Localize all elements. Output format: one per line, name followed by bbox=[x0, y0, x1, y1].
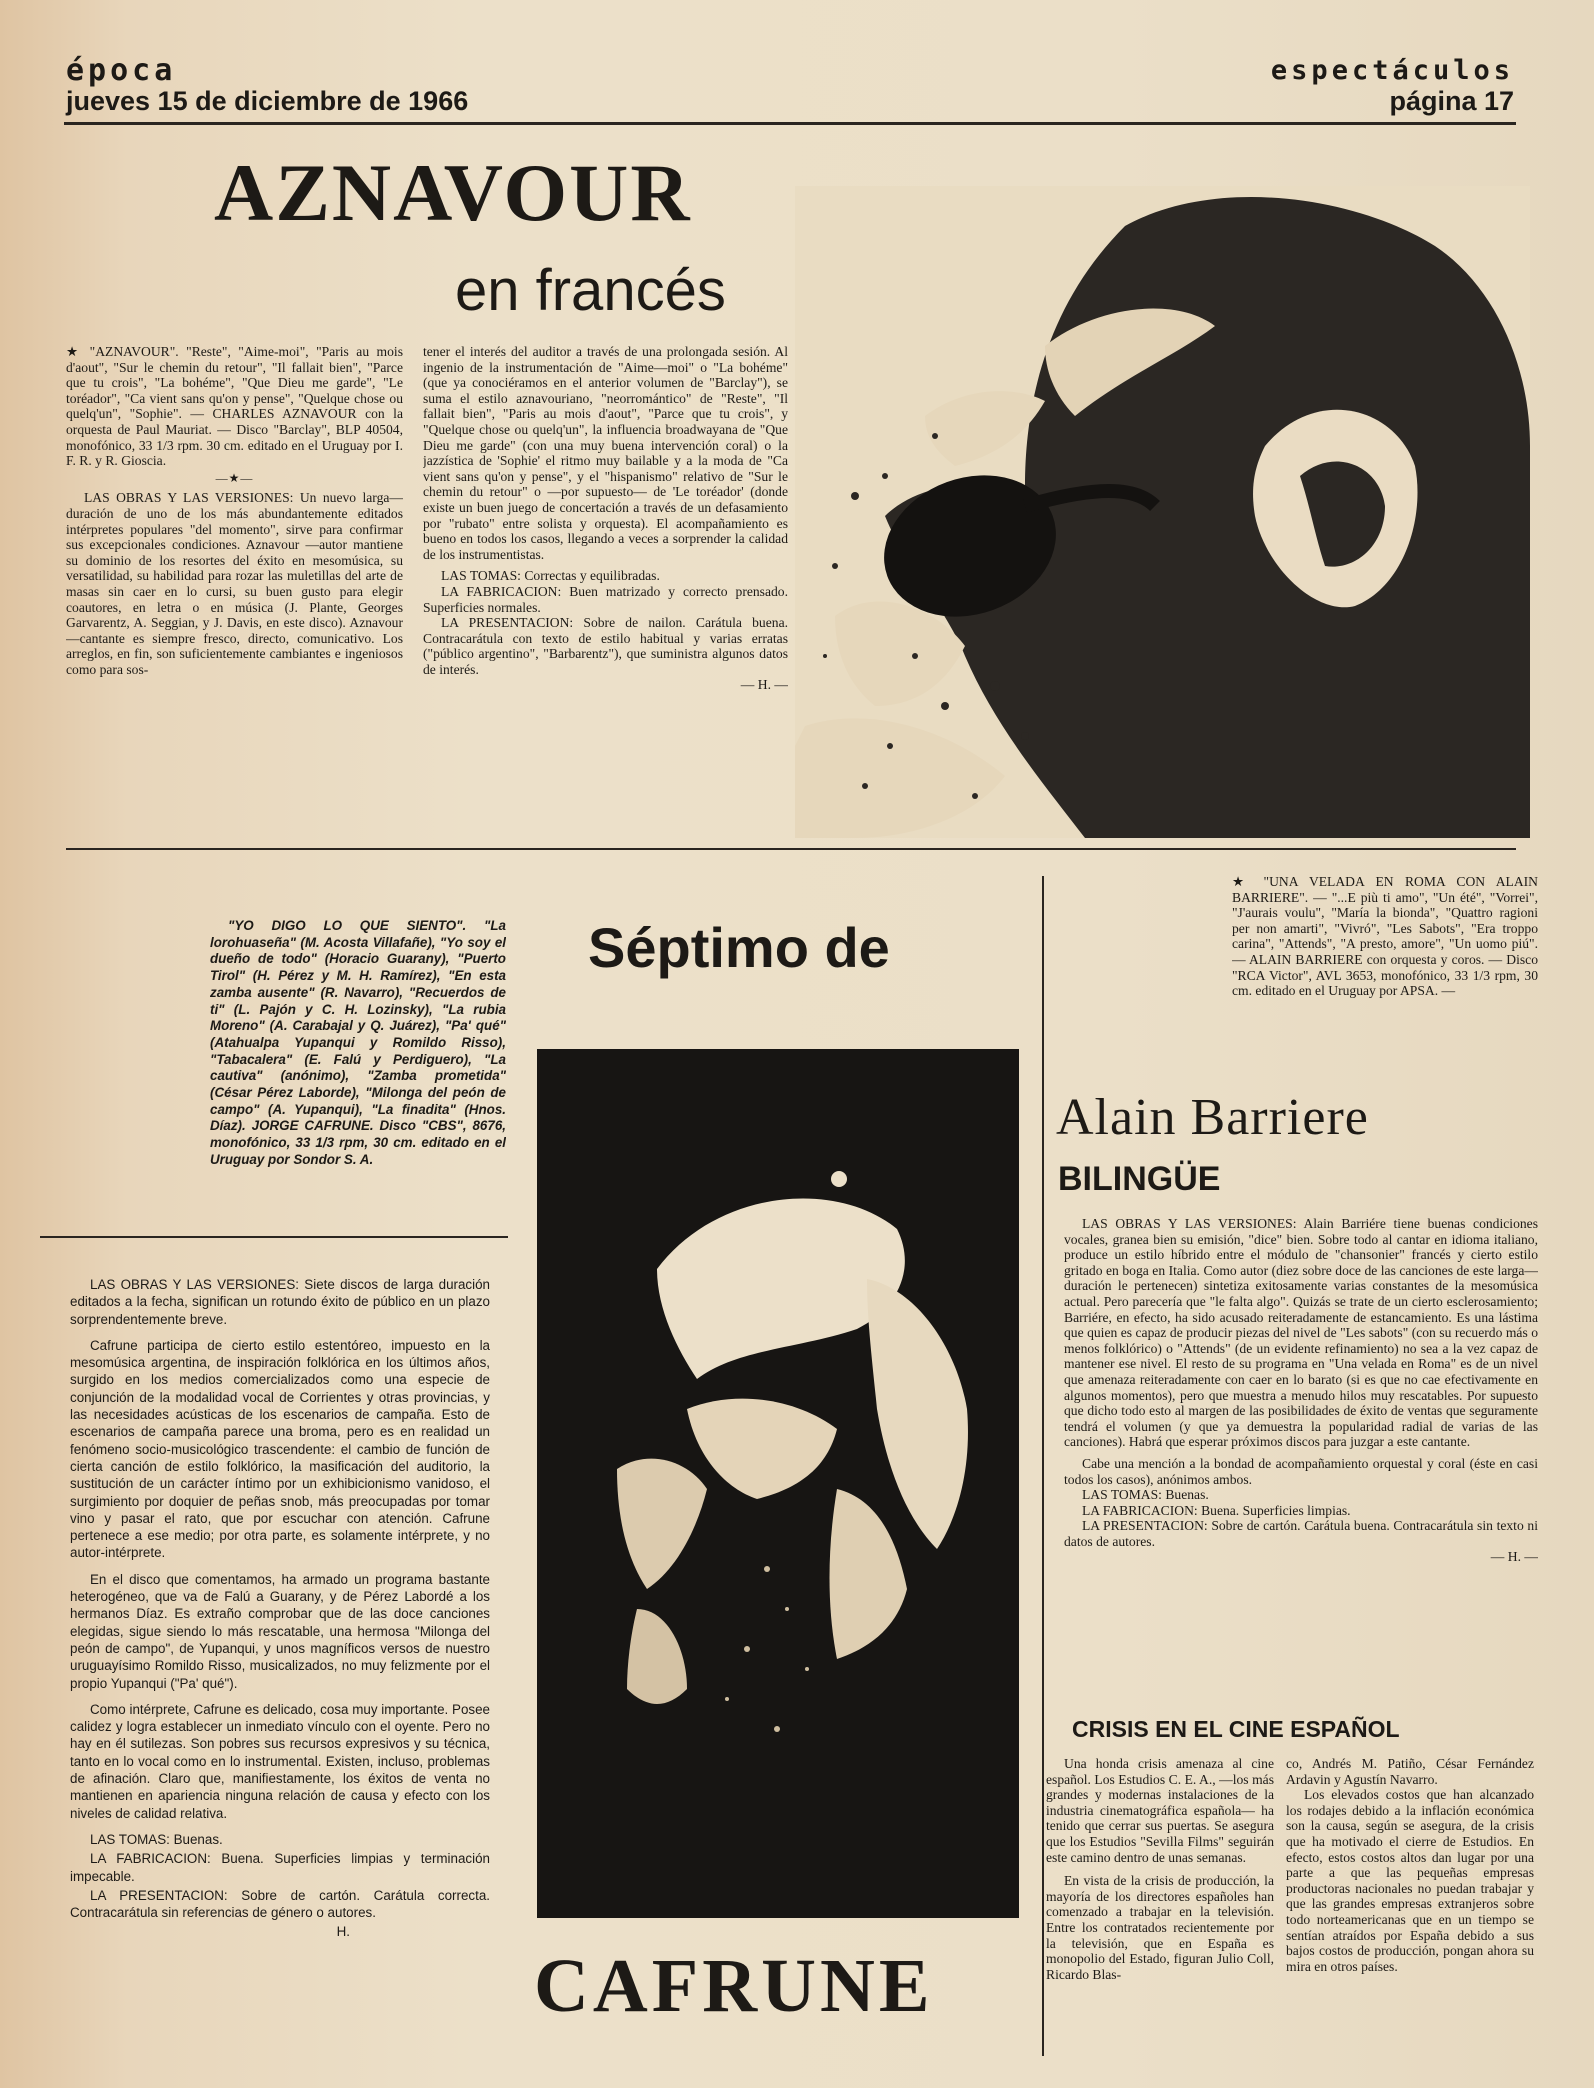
crisis-headline: CRISIS EN EL CINE ESPAÑOL bbox=[1072, 1716, 1400, 1742]
barriere-credits-text: ★ "UNA VELADA EN ROMA CON ALAIN BARRIERE". — "...E più ti amo", "Un été", "Vorrei", "J'aurais voulu", "María la bionda", "Quattro ragioni per non amarti", "Vivró", "Les Sabots", "Era troppo carina", "Attends", "A presto, amore", "Un uomo piú". — ALAIN BARRIERE con orquesta y coros. — Disco "RCA Victor", AVL 3653, monofónico, 33 1/3 rpm, 30 cm. editado en el Uruguay por APSA. — bbox=[1232, 874, 1538, 999]
aznavour-presentacion: LA PRESENTACION: Sobre de nailon. Carátula buena. Contracarátula con texto de estilo habitual y varias erratas ("público argentino", "Barbarentz"), que suministra algunos datos de interés. bbox=[423, 615, 788, 677]
section-divider bbox=[66, 848, 1516, 850]
aznavour-tomas: LAS TOMAS: Correctas y equilibradas. bbox=[441, 568, 660, 584]
cafrune-fabricacion: LA FABRICACION: Buena. Superficies limpias y terminación impecable. bbox=[70, 1851, 490, 1884]
aznavour-subhead: en francés bbox=[455, 258, 726, 323]
cafrune-headline-top: Séptimo de bbox=[588, 916, 890, 979]
cafrune-tomas: LAS TOMAS: Buenas. bbox=[90, 1831, 223, 1847]
barriere-fabricacion: LA FABRICACION: Buena. Superficies limpias. bbox=[1082, 1502, 1351, 1518]
barriere-presentacion: LA PRESENTACION: Sobre de cartón. Carátula buena. Contracarátula sin texto ni datos de autores. bbox=[1064, 1518, 1538, 1549]
paper-name: época bbox=[66, 53, 177, 88]
crisis-col1-p2: En vista de la crisis de producción, la mayoría de los directores españoles han comenzado a trabajar en la televisión. Entre los contratados recientemente por la televisión, que en España es monopolio del Estado, figuran Julio Coll, Ricardo Blas- bbox=[1046, 1873, 1274, 1982]
cafrune-signature: H. bbox=[336, 1924, 350, 1940]
column-divider bbox=[1042, 876, 1044, 2056]
barriere-p2: Cabe una mención a la bondad de acompañamiento orquestal y coral (éste en casi todos los casos), anónimos ambos. bbox=[1064, 1455, 1538, 1487]
aznavour-signature: — H. — bbox=[740, 677, 788, 693]
masthead-rule bbox=[64, 122, 1516, 125]
aznavour-portrait-image bbox=[795, 186, 1530, 838]
aznavour-separator: —★— bbox=[215, 470, 254, 485]
aznavour-column-1 bbox=[66, 344, 403, 814]
crisis-col2-p2: Los elevados costos que han alcanzado los rodajes debido a la inflación económica son la causa, según se asegura, de la crisis que ha motivado el cierre de Estudios. En efecto, estos costos altos dan lugar por una parte a que las pequeñas empresas productoras nacionales no puedan trabajar y que las grandes empresas extranjeros sobre todo norteamericanas que en un tiempo se sentían atraídos por España debido a sus bajos costos de producción, pongan ahora su mira en otros países. bbox=[1286, 1787, 1534, 1974]
cafrune-p1: LAS OBRAS Y LAS VERSIONES: Siete discos de larga duración editados a la fecha, significan un rotundo éxito de público en un plazo sorprendentemente breve. bbox=[70, 1277, 490, 1327]
aznavour-photo bbox=[795, 186, 1530, 838]
crisis-col1-p1: Una honda crisis amenaza al cine español. Los Estudios C. E. A., —los más grandes y modernas instalaciones de la industria cinematográfica española— ha tenido que cerrar sus puertas. Se asegura que los Estudios "Sevilla Films" seguirán este camino dentro de unas semanas. bbox=[1046, 1756, 1274, 1865]
cafrune-p4: Como intérprete, Cafrune es delicado, cosa muy importante. Posee calidez y logra establecer un inmediato vínculo con el oyente. Pero no hay en él sutilezas. Son pobres sus recursos expresivos y su técnica, tanto en lo vocal como en lo instrumental. Existen, incluso, problemas de afinación. Claro que, manifiestamente, los éxitos de venta no mantienen en apariencia ninguna relación de causa y efecto con los niveles de calidad relativa. bbox=[70, 1701, 490, 1821]
barriere-body bbox=[1064, 1216, 1538, 1696]
aznavour-body-p1: LAS OBRAS Y LAS VERSIONES: Un nuevo larga—duración de uno de los más abundantemente editados intérpretes populares "del momento", sirve para confirmar sus excepcionales condiciones. Aznavour —autor mantiene su dominio de los resortes del éxito en mesomúsica, su versatilidad, su habilidad para rozar las muletillas del arte de masas sin caer en lo cursi, su buen gusto para elegir coautores, en letra o en música (J. Plante, Georges Garvarentz, A. Seggian, y J. Davis, en este disco). Aznavour—cantante es siempre fresco, directo, comunicativo. Los arreglos, en fin, son suficientemente cambiantes e ingeniosos como para sos- bbox=[66, 490, 403, 677]
cafrune-p3: En el disco que comentamos, ha armado un programa bastante heterogéneo, que va de Falú a Guarany, y de Pérez Labordé a los hermanos Díaz. Es extraño comprobar que de las doce canciones elegidas, sigue siendo lo más rescatable, una hermosa "Milonga del peón de campo", de Yupanqui, y unos magníficos versos de nuestro uruguayísimo Romildo Risso, musicalizados, no muy felizmente por el propio Yupanqui ("Pa' qué"). bbox=[70, 1571, 490, 1691]
aznavour-fabricacion: LA FABRICACION: Buen matrizado y correcto prensado. Superficies normales. bbox=[423, 583, 788, 615]
cafrune-credits bbox=[210, 918, 506, 1208]
cafrune-body bbox=[70, 1276, 490, 2066]
barriere-subhead: BILINGÜE bbox=[1058, 1160, 1221, 1198]
cafrune-presentacion: LA PRESENTACION: Sobre de cartón. Carátula correcta. Contracarátula sin referencias de género o autores. bbox=[70, 1887, 490, 1921]
cafrune-headline-bottom: CAFRUNE bbox=[534, 1944, 934, 2028]
crisis-column-2 bbox=[1286, 1756, 1534, 2066]
cafrune-credits-text: "YO DIGO LO QUE SIENTO". "La lorohuaseña" (M. Acosta Villafañe), "Yo soy el dueño de todo" (Horacio Guarany), "Puerto Tirol" (H. Pérez y M. H. Ramírez), "En esta zamba ausente" (R. Navarro), "Recuerdos de ti" (L. Pajón y C. H. Lozinsky), "La rubia Moreno" (A. Carabajal y Q. Juárez), "Pa' qué" (Atahualpa Yupanqui y Romildo Risso), "Tabacalera" (E. Falú y Perdiguero), "La cautiva" (anónimo), "Zamba prometida" (César Pérez Laborde), "Milonga del peón de campo" (A. Yupanqui), "La finadita" (Hnos. Díaz). JORGE CAFRUNE. Disco "CBS", 8676, monofónico, 33 1/3 rpm, 30 cm. editado en el Uruguay por Sondor S. A. bbox=[210, 918, 506, 1167]
barriere-p1: LAS OBRAS Y LAS VERSIONES: Alain Barriére tiene buenas condiciones vocales, granea bien su emisión, "dice" bien. Sobre todo al cantar en idioma italiano, produce un estilo híbrido entre el módulo de "chansonier" francés y cierto estilo gritado en boga en Italia. Como autor (diez sobre doce de las canciones de este larga—duración le pertenecen) sintetiza exitosamente varias constantes de la mesomúsica actual. Pero parecería que "le falta algo". Quizás se trate de un cierto esclerosamiento; Barriére, en efecto, ha sido acusado reiteradamente de estancamiento. Es una lástima que quien es capaz de producir piezas del nivel de "Les sabots" (con su recuerdo más o menos folklórico) o "Attends" (de un evidente refinamiento) no sea a la vez capaz de mantener ese nivel. El resto de su programa en "Una velada en Roma" es de un nivel que amenaza reiteradamente con caer en lo barato (si es que no cae efectivamente en algunos momentos), pero que muestra a menudo hilos muy rescatables. Por supuesto que dicho todo esto al margen de las posibilidades de éxito de ventas que seguramente tendrá el volumen (y que ya demuestra la popularidad radial de varias de las canciones). Habrá que esperar próximos discos para juzgar a este cantante. bbox=[1064, 1216, 1538, 1450]
barriere-tomas: LAS TOMAS: Buenas. bbox=[1082, 1487, 1209, 1503]
section-name: espectáculos bbox=[1270, 55, 1514, 86]
aznavour-column-2 bbox=[423, 344, 788, 814]
issue-date: jueves 15 de diciembre de 1966 bbox=[66, 86, 469, 116]
aznavour-headline: AZNAVOUR bbox=[214, 147, 692, 238]
page-number: página 17 bbox=[1389, 86, 1514, 116]
cafrune-p2: Cafrune participa de cierto estilo estentóreo, impuesto en la mesomúsica argentina, de inspiración folklórica en los últimos años, surgido en los medios comercializados como una especie de conjunción de la modalidad vocal de Corrientes y otras provincias, y las necesidades acústicas de los escenarios de campaña. Esto de escenarios de campaña parece una broma, pero es en realidad un fenómeno socio-musicológico trascendente: el cambio de función de cierta canción de estilo folklórico, la masificación del auditorio, la sustitución de un carácter íntimo por un exhibicionismo vanidoso, el surgimiento por doquier de peñas snob, más preocupadas por tomar vino y pasar el rato, que por escuchar con atención. Cafrune pertenece a ese medio; por otra parte, es solamente intérprete, y no autor-intérprete. bbox=[70, 1337, 490, 1561]
barriere-headline: Alain Barriere bbox=[1056, 1089, 1369, 1146]
cafrune-portrait-image bbox=[537, 1049, 1019, 1918]
cafrune-credits-rule bbox=[40, 1236, 508, 1238]
barriere-credits bbox=[1232, 874, 1538, 1064]
barriere-signature: — H. — bbox=[1490, 1549, 1538, 1565]
aznavour-credits: ★ "AZNAVOUR". "Reste", "Aime-moi", "Paris au mois d'aout", "Sur le chemin du retour", "Il fallait bien", "Parce que tu crois", "La bohéme", "Que Dieu me garde", "Le toréador", "Ca vient sans qu'on y pense", "Quelque chose ou quelq'un", "Sophie". — CHARLES AZNAVOUR con la orquesta de Paul Mauriat. — Disco "Barclay", BLP 40504, monofónico, 33 1/3 rpm. 30 cm. editado en el Uruguay por I. F. R. y R. Gioscia. bbox=[66, 344, 403, 469]
aznavour-body-p2: tener el interés del auditor a través de una prolongada sesión. Al ingenio de la instrumentación de "Aime—moi" o "La bohéme" (que ya conociéramos en el anterior volumen de "Barclay"), se suma el estilo aznavouriano, "neorromántico" de "Reste", "Il fallait bien", "Paris au mois d'aout", "Parce que tu crois", y "Quelque chose ou quelq'un", la influencia broadwayana de "Que Dieu me garde" (con una muy buena intervención coral) o la jazzística de 'Sophie' el ritmo muy bailable y a la moda de "Ca vient sans qu'on y pense", y el "hispanismo" relativo de "Sur le chemin du retour" o —por supuesto— de 'Le toréador' (donde existe un buen juego de concertación a través de un defasamiento por "rubato" entre solista y orquesta). El acompañamiento es bueno en todos los casos, llegando a veces a sorprender la calidad de los instrumentistas. bbox=[423, 344, 788, 562]
crisis-col2-p1: co, Andrés M. Patiño, César Fernández Ardavin y Agustín Navarro. bbox=[1286, 1756, 1534, 1787]
masthead-right bbox=[1100, 56, 1514, 116]
crisis-column-1 bbox=[1046, 1756, 1274, 2066]
masthead-left bbox=[66, 53, 586, 116]
cafrune-photo bbox=[537, 1049, 1019, 1918]
